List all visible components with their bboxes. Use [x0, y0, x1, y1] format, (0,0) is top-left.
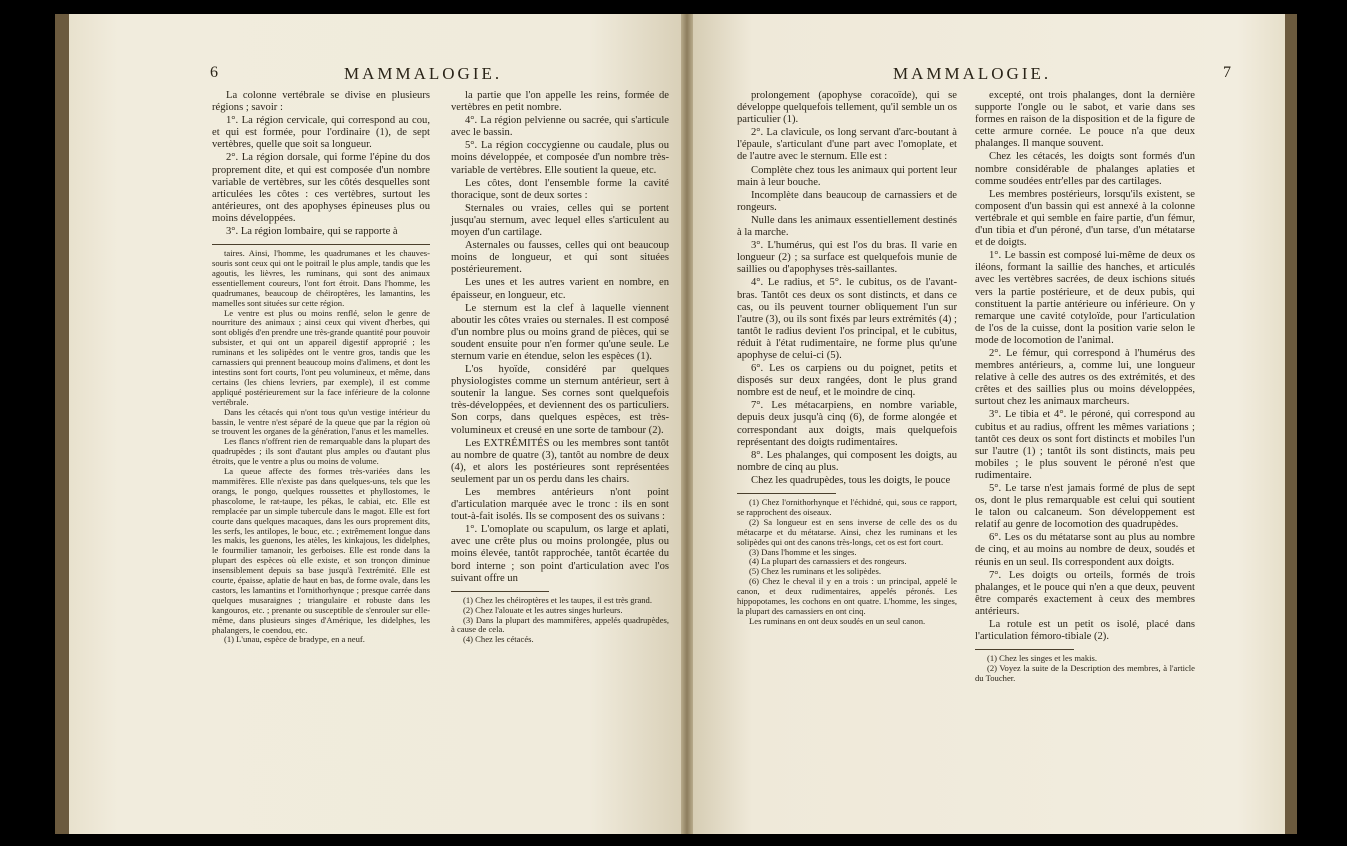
- body-paragraph: 3°. La région lombaire, qui se rapporte à: [226, 226, 398, 238]
- body-paragraph: 7°. Les métacarpiens, en nombre variable, depuis deux jusqu'à cinq (6), de forme alongée et correspondant aux doigts, mais quelquefois représentant des doigts rudimentaires.: [737, 400, 957, 448]
- body-paragraph: Les membres antérieurs n'ont point d'articulation marquée avec le tronc : ils en sont tout-à-fait isolés. Ils se composent des os suivans :: [451, 487, 669, 523]
- body-paragraph: Asternales ou fausses, celles qui ont beaucoup moins de longueur, et qui sont situées postérieurement.: [451, 240, 669, 276]
- body-paragraph: Sternales ou vraies, celles qui se portent jusqu'au sternum, avec lequel elles s'articulent au moyen d'un cartilage.: [451, 202, 669, 239]
- left-column-2: [451, 90, 669, 645]
- body-paragraph: 3°. Le tibia et 4°. le péroné, qui correspond au cubitus et au radius, offrent les mêmes variations ; tantôt ces deux os sont fort distincts et mobiles l'un sur l'autre (1) ; tantôt ils sont distincts, mais peu mobiles ; le plus souvent le péroné n'est que rudimentaire.: [975, 409, 1195, 481]
- footnote: (6) Chez le cheval il y en a trois : un principal, appelé le canon, et deux rudimentaires, appelés péronés. Les hippopotames, les cochons en ont quatre. L'homme, les singes, la plupart des carnassiers en ont cinq.: [737, 576, 957, 616]
- footnote: (1) Chez l'ornithorhynque et l'échidné, qui, sous ce rapport, se rapprochent des oiseaux.: [737, 497, 957, 517]
- running-head: MAMMALOGIE.: [893, 64, 1052, 83]
- footnote: (4) La plupart des carnassiers et des rongeurs.: [749, 556, 907, 567]
- footnote-rule: [451, 591, 549, 592]
- body-paragraph: prolongement (apophyse coracoïde), qui se développe quelquefois tellement, qu'il semble un os particulier (1).: [737, 90, 957, 126]
- footnote: (4) Chez les cétacés.: [463, 634, 534, 645]
- body-paragraph: Chez les cétacés, les doigts sont formés d'un nombre considérable de phalanges aplaties et comme soudées entr'elles par des cartilages.: [975, 151, 1195, 187]
- body-paragraph: 1°. L'omoplate ou scapulum, os large et aplati, avec une crête plus ou moins prolongée, plus ou moins élevée, tantôt rapprochée, tantôt écartée du bord interne ; son point d'articulation avec l'os suivant offre un: [451, 524, 669, 584]
- body-paragraph: 4°. La région pelvienne ou sacrée, qui s'articule avec le bassin.: [451, 115, 669, 139]
- body-paragraph: L'os hyoïde, considéré par quelques physiologistes comme un sternum antérieur, sert à soutenir la langue. Ses cornes sont quelquefois très-développées, et deviennent des os particuliers. Son corps, dans quelques espèces, est très-volumineux et creusé en une sorte de tambour (2).: [451, 364, 669, 436]
- footnote-rule: [975, 649, 1074, 650]
- body-paragraph: La rotule est un petit os isolé, placé dans l'articulation fémoro-tibiale (2).: [975, 619, 1195, 643]
- body-paragraph: La colonne vertébrale se divise en plusieurs régions ; savoir :: [212, 90, 430, 114]
- right-column-1: [737, 90, 957, 627]
- footnote: (3) Dans la plupart des mammifères, appelés quadrupèdes, à cause de cela.: [451, 614, 669, 635]
- book-gutter: [681, 14, 693, 834]
- footnote: Le ventre est plus ou moins renflé, selon le genre de nourriture des animaux ; ainsi ceux qui vivent d'herbes, qui sont obligés d'en prendre une très-grande quantité pour pouvoir subsister, et qui ont un appareil digestif approprié ; les ruminans et les solipèdes ont le ventre gros, tandis que les carnassiers qui prennent beaucoup moins d'alimens, et dont les intestins sont fort courts, l'ont peu volumineux, et même, dans certains (les chiens levriers, par exemple), il est comme appliqué postérieurement sur la face inférieure de la colonne vertébrale.: [212, 307, 430, 407]
- footnote: taires. Ainsi, l'homme, les quadrumanes et les chauves-souris sont ceux qui ont le poitrail le plus ample, tandis que les agoutis, les lièvres, les ruminans, qui sont des animaux essentiellement coureurs, l'ont fort étroit. Dans l'homme, les quadrumanes, beaucoup de chéiroptères, les lamantins, les mamelles sont situées sur cette région.: [212, 248, 430, 308]
- running-head: MAMMALOGIE.: [344, 64, 503, 83]
- body-paragraph: Incomplète dans beaucoup de carnassiers et de rongeurs.: [737, 189, 957, 213]
- footnote: La queue affecte des formes très-variées dans les mammifères. Elle n'existe pas dans quelques-uns, tels que les orangs, le pongo, quelques roussettes et phyllostomes, le phascolome, le rat-taupe, les pékas, le cabiai, etc. Elle est remplacée par un simple tubercule dans le magot. Elle est fort courte dans quelques macaques, dans les ours proprement dits, les serfs, les antilopes, le bouc, etc. ; extrêmement longue dans les makis, les guenons, les atèles, les kinkajous, les didelphes, le fourmilier tamanoir, les gerboises. Elle est ronde dans la plupart des espèces où elle existe, et son tronçon diminue insensiblement depuis sa base jusqu'à l'extrémité. Elle est courte, épaisse, aplatie de haut en bas, de forme ovale, dans les castors, les lamantins et l'ornithorhynque ; presque carrée dans quelques musaraignes ; triangulaire et robuste dans les kangouros, etc. ; prenante ou susceptible de s'enrouler sur elle-même, dans plusieurs singes d'Amérique, les didelphes, les phalangers, le coendou, etc.: [212, 466, 430, 635]
- right-page: [693, 14, 1285, 834]
- body-paragraph: la partie que l'on appelle les reins, formée de vertèbres en petit nombre.: [451, 90, 669, 114]
- body-paragraph: 6°. Les os du métatarse sont au plus au nombre de cinq, et au moins au nombre de deux, soudés et réunis en un seul. Ils correspondent aux doigts.: [975, 532, 1195, 568]
- page-number: 7: [1223, 64, 1231, 81]
- footnote: (1) L'unau, espèce de bradype, en a neuf.: [224, 634, 365, 645]
- footnote: (2) Chez l'alouate et les autres singes hurleurs.: [463, 604, 623, 615]
- body-paragraph: 2°. La région dorsale, qui forme l'épine du dos proprement dite, et qui est composée d'un nombre variable de vertèbres, sur les côtés desquelles sont articulées les côtes : ces vertèbres, surtout les antérieures, ont des apophyses épineuses plus ou moins développées.: [212, 152, 430, 224]
- body-paragraph: excepté, ont trois phalanges, dont la dernière supporte l'ongle ou le sabot, et varie dans ses formes en raison de la disposition et de la figure de cette armure cornée. Le pouce n'a que deux phalanges. Il manque souvent.: [975, 90, 1195, 150]
- left-column-1: [212, 90, 430, 645]
- footnote: (2) Voyez la suite de la Description des membres, à l'article du Toucher.: [975, 663, 1195, 684]
- footnote: Les flancs n'offrent rien de remarquable dans la plupart des quadrupèdes ; ils sont d'autant plus amples ou d'autant plus étroits, que le ventre a plus ou moins de volume.: [212, 436, 430, 467]
- body-paragraph: Les EXTRÉMITÉS ou les membres sont tantôt au nombre de quatre (3), tantôt au nombre de deux (4), et alors les postérieures sont représentées seulement par un os perdu dans les chairs.: [451, 437, 669, 485]
- body-paragraph: 1°. La région cervicale, qui correspond au cou, et qui est formée, pour l'ordinaire (1), de sept vertèbres, quelle que soit sa longueur.: [212, 115, 430, 151]
- body-paragraph: 6°. Les os carpiens ou du poignet, petits et disposés sur deux rangées, dont le plus grand nombre est de neuf, et le moindre de cinq.: [737, 363, 957, 399]
- body-paragraph: 1°. Le bassin est composé lui-même de deux os iléons, formant la saillie des hanches, et articulés avec les vertèbres sacrées, de deux ischions situés vers la partie postérieure, et de deux pubis, qui constituent la partie antérieure ou inférieure. On y remarque une cavité cotyloïde, pour l'articulation de l'os de la cuisse, dont la position varie selon le mode de locomotion de l'animal.: [975, 250, 1195, 346]
- body-paragraph: 8°. Les phalanges, qui composent les doigts, au nombre de cinq au plus.: [737, 449, 957, 473]
- footnote: (3) Dans l'homme et les singes.: [749, 546, 857, 557]
- footnote: Les ruminans en ont deux soudés en un seul canon.: [749, 615, 926, 626]
- open-book: [55, 14, 1297, 834]
- body-paragraph: Complète chez tous les animaux qui portent leur main à leur bouche.: [737, 164, 957, 188]
- body-paragraph: 4°. Le radius, et 5°. le cubitus, os de l'avant-bras. Tantôt ces deux os sont distincts, et dans ce cas, ou ils peuvent tourner obliquement l'un sur l'autre (3), ou ils sont fixés par leurs extrémités (4) ; tantôt le radius devient l'os principal, et le cubitus, réduit à l'état rudimentaire, ne forme plus qu'une apophyse de celui-ci (5).: [737, 277, 957, 361]
- body-paragraph: 5°. Le tarse n'est jamais formé de plus de sept os, dont le plus remarquable est celui qui soutient le talon ou calcaneum. Son développement est relatif au genre de locomotion des quadrupèdes.: [975, 483, 1195, 531]
- footnote: (1) Chez les chéiroptères et les taupes, il est très grand.: [463, 594, 652, 605]
- body-paragraph: Nulle dans les animaux essentiellement destinés à la marche.: [737, 214, 957, 239]
- footnote: (5) Chez les ruminans et les solipèdes.: [749, 566, 881, 577]
- footnote: (2) Sa longueur est en sens inverse de celle des os du métacarpe et du métatarse. Ainsi, chez les ruminans et les solipèdes qui ont des canons très-longs, cet os est fort court.: [737, 516, 957, 547]
- footnote-rule: [737, 493, 836, 494]
- body-paragraph: Le sternum est la clef à laquelle viennent aboutir les côtes vraies ou sternales. Il est composé d'un nombre plus ou moins grand de pièces, qui se soudent ensuite pour n'en former qu'une seule. Le sternum varie en étendue, selon les espèces (1).: [451, 302, 669, 362]
- right-column-2: [975, 90, 1195, 684]
- footnote: Dans les cétacés qui n'ont tous qu'un vestige intérieur du bassin, le ventre n'est séparé de la queue que par la région où se trouvent les organes de la génération, l'anus et les mamelles.: [212, 406, 430, 437]
- body-paragraph: Chez les quadrupèdes, tous les doigts, le pouce: [751, 474, 951, 486]
- body-paragraph: 7°. Les doigts ou orteils, formés de trois phalanges, et le pouce qui n'en a que deux, peuvent être comparés exactement à ceux des membres antérieurs.: [975, 569, 1195, 617]
- footnote-rule: [212, 244, 430, 245]
- left-page: [69, 14, 681, 834]
- footnote: (1) Chez les singes et les makis.: [987, 653, 1098, 664]
- body-paragraph: Les unes et les autres varient en nombre, en épaisseur, en longueur, etc.: [451, 277, 669, 301]
- body-paragraph: 2°. La clavicule, os long servant d'arc-boutant à l'épaule, s'articulant d'une part avec l'omoplate, et de l'autre avec le sternum. Elle est :: [737, 127, 957, 163]
- body-paragraph: Les côtes, dont l'ensemble forme la cavité thoracique, sont de deux sortes :: [451, 177, 669, 201]
- body-paragraph: Les membres postérieurs, lorsqu'ils existent, se composent d'un bassin qui est annexé à la colonne vertébrale et qui semble en faire partie, d'un fémur, d'un tibia et d'un péroné, d'un tarse, d'un métatarse et de doigts.: [975, 188, 1195, 249]
- body-paragraph: 2°. Le fémur, qui correspond à l'humérus des membres antérieurs, a, comme lui, une longueur relative à celle des autres os des extrémités, et des crêtes et des saillies plus ou moins développées, surtout chez les animaux marcheurs.: [975, 347, 1195, 408]
- body-paragraph: 5°. La région coccygienne ou caudale, plus ou moins développée, et composée d'un nombre très-variable de vertèbres. Elle soutient la queue, etc.: [451, 140, 669, 176]
- body-paragraph: 3°. L'humérus, qui est l'os du bras. Il varie en longueur (2) ; sa surface est quelquefois munie de saillies ou d'apophyses très-saillantes.: [737, 240, 957, 276]
- page-number: 6: [210, 64, 218, 81]
